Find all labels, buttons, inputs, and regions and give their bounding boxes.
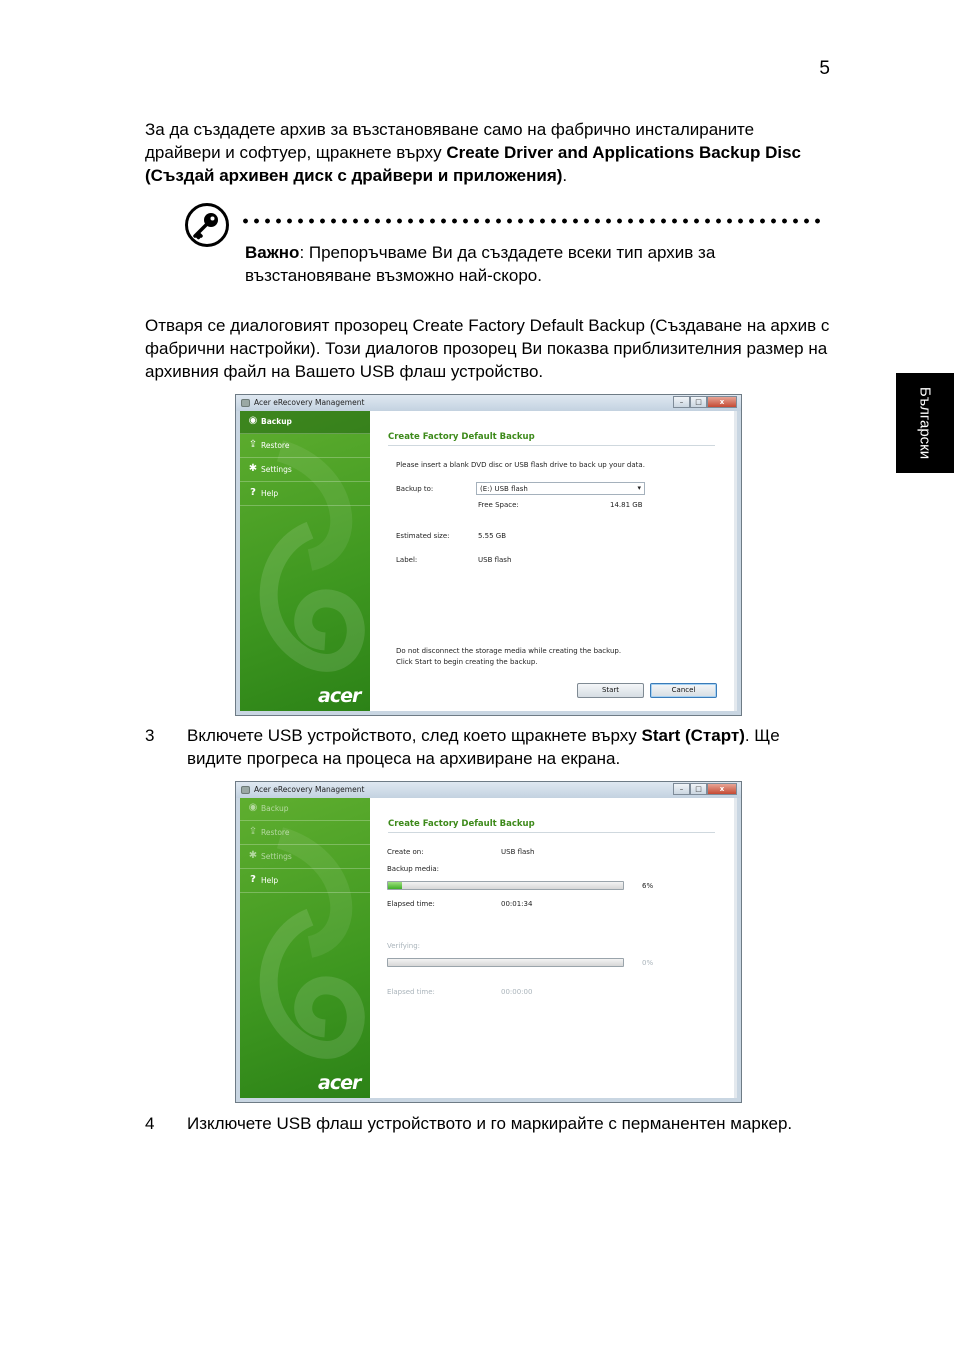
sidebar-item-help[interactable]: ? Help <box>240 483 370 506</box>
backup-window-1 <box>235 394 742 716</box>
sidebar-item-help[interactable]: ? Help <box>240 870 370 893</box>
backup-icon: ◉ <box>248 802 258 813</box>
label-label: Label: <box>396 556 418 564</box>
scrollbar[interactable] <box>734 411 737 711</box>
elapsed-time-value: 00:01:34 <box>501 900 533 908</box>
language-label: Български <box>916 386 934 460</box>
dialog-paragraph: Отваря се диалоговият прозорец Create Factory Default Backup (Създаване на архив с фабрични настройки). Този диалогов прозорец Ви показва приблизителния размер на архивния файл на Вашето USB флаш устройство. <box>145 316 830 381</box>
backup-window-2 <box>235 781 742 1103</box>
heading-divider <box>388 832 715 833</box>
instruction-text: Please insert a blank DVD disc or USB flash drive to back up your data. <box>396 461 645 469</box>
gear-icon: ✱ <box>248 850 258 861</box>
elapsed-time-label: Elapsed time: <box>387 900 435 908</box>
backup-progress-fill <box>388 882 402 889</box>
minimize-button[interactable]: – <box>673 783 690 795</box>
backup-to-value: (E:) USB flash <box>480 485 528 493</box>
step-3-text <box>187 724 830 770</box>
verify-elapsed-value: 00:00:00 <box>501 988 533 996</box>
footer-line-1: Do not disconnect the storage media while creating the backup. <box>396 647 622 655</box>
key-icon <box>184 202 230 248</box>
verify-progress-bar <box>387 958 624 967</box>
step-3-number: 3 <box>145 726 155 745</box>
app-icon <box>241 399 250 407</box>
panel-heading: Create Factory Default Backup <box>388 819 535 829</box>
sidebar-item-backup[interactable]: ◉ Backup <box>240 798 370 821</box>
step-3-bold: Start (Старт) <box>641 726 745 745</box>
create-on-label: Create on: <box>387 848 424 856</box>
verify-progress-text: 0% <box>642 959 654 967</box>
maximize-button[interactable]: □ <box>690 783 707 795</box>
sidebar-item-settings[interactable]: ✱ Settings <box>240 459 370 482</box>
backup-icon: ◉ <box>248 415 258 426</box>
language-side-tab <box>896 373 954 473</box>
sidebar <box>240 798 370 1098</box>
step-3-body: Включете USB устройството, след което щракнете върху <box>187 726 642 745</box>
backup-progress-bar <box>387 881 624 890</box>
chevron-down-icon: ▾ <box>637 484 641 492</box>
sidebar <box>240 411 370 711</box>
note-divider <box>240 218 826 224</box>
gear-icon: ✱ <box>248 463 258 474</box>
step-3-end: . Ще видите прогреса на процеса на архивиране на екрана. <box>187 726 780 768</box>
help-icon: ? <box>250 874 256 885</box>
important-note <box>245 241 825 287</box>
step-4-text: Изключете USB флаш устройството и го маркирайте с перманентен маркер. <box>187 1114 793 1133</box>
restore-icon: ⇪ <box>248 439 258 450</box>
note-text: : Препоръчваме Ви да създадете всеки тип архив за възстановяване възможно най-скоро. <box>245 243 716 285</box>
acer-logo: acer <box>318 1072 361 1094</box>
sidebar-item-backup[interactable]: ◉ Backup <box>240 411 370 434</box>
backup-progress-text: 6% <box>642 882 654 890</box>
estimated-size-value: 5.55 GB <box>478 532 507 540</box>
label-value: USB flash <box>478 556 512 564</box>
help-icon: ? <box>250 487 256 498</box>
backup-to-dropdown[interactable] <box>476 482 645 495</box>
cancel-button[interactable]: Cancel <box>650 683 717 698</box>
start-button[interactable]: Start <box>577 683 644 698</box>
sidebar-item-settings[interactable]: ✱ Settings <box>240 846 370 869</box>
free-space-label: Free Space: <box>478 501 519 509</box>
window-title: Acer eRecovery Management <box>254 785 365 794</box>
create-on-value: USB flash <box>501 848 535 856</box>
sidebar-item-restore[interactable]: ⇪ Restore <box>240 822 370 845</box>
restore-icon: ⇪ <box>248 826 258 837</box>
verifying-label: Verifying: <box>387 942 421 950</box>
close-button[interactable]: x <box>707 396 737 408</box>
free-space-value: 14.81 GB <box>610 501 643 509</box>
content-panel <box>370 798 737 1098</box>
maximize-button[interactable]: □ <box>690 396 707 408</box>
title-bar <box>236 395 741 411</box>
minimize-button[interactable]: – <box>673 396 690 408</box>
intro-paragraph <box>145 118 830 187</box>
sidebar-item-restore[interactable]: ⇪ Restore <box>240 435 370 458</box>
verify-elapsed-label: Elapsed time: <box>387 988 435 996</box>
step-4-number: 4 <box>145 1114 155 1133</box>
estimated-size-label: Estimated size: <box>396 532 450 540</box>
backup-media-label: Backup media: <box>387 865 440 873</box>
close-button[interactable]: x <box>707 783 737 795</box>
backup-to-label: Backup to: <box>396 485 434 493</box>
intro-end: . <box>562 166 568 185</box>
content-panel <box>370 411 737 711</box>
scrollbar[interactable] <box>734 798 737 1098</box>
note-bold: Важно <box>245 243 300 262</box>
app-icon <box>241 786 250 794</box>
intro-text: За да създадете архив за възстановяване само на фабрично инсталираните драйвери и софтуер, щракнете върху <box>145 120 755 162</box>
footer-line-2: Click Start to begin creating the backup. <box>396 658 538 666</box>
heading-divider <box>388 445 715 446</box>
acer-logo: acer <box>318 685 361 707</box>
title-bar <box>236 782 741 798</box>
panel-heading: Create Factory Default Backup <box>388 432 535 442</box>
intro-bold: Create Driver and Applications Backup Disc (Създай архивен диск с драйвери и приложения) <box>145 143 801 185</box>
page-number: 5 <box>819 58 830 79</box>
window-title: Acer eRecovery Management <box>254 398 365 407</box>
